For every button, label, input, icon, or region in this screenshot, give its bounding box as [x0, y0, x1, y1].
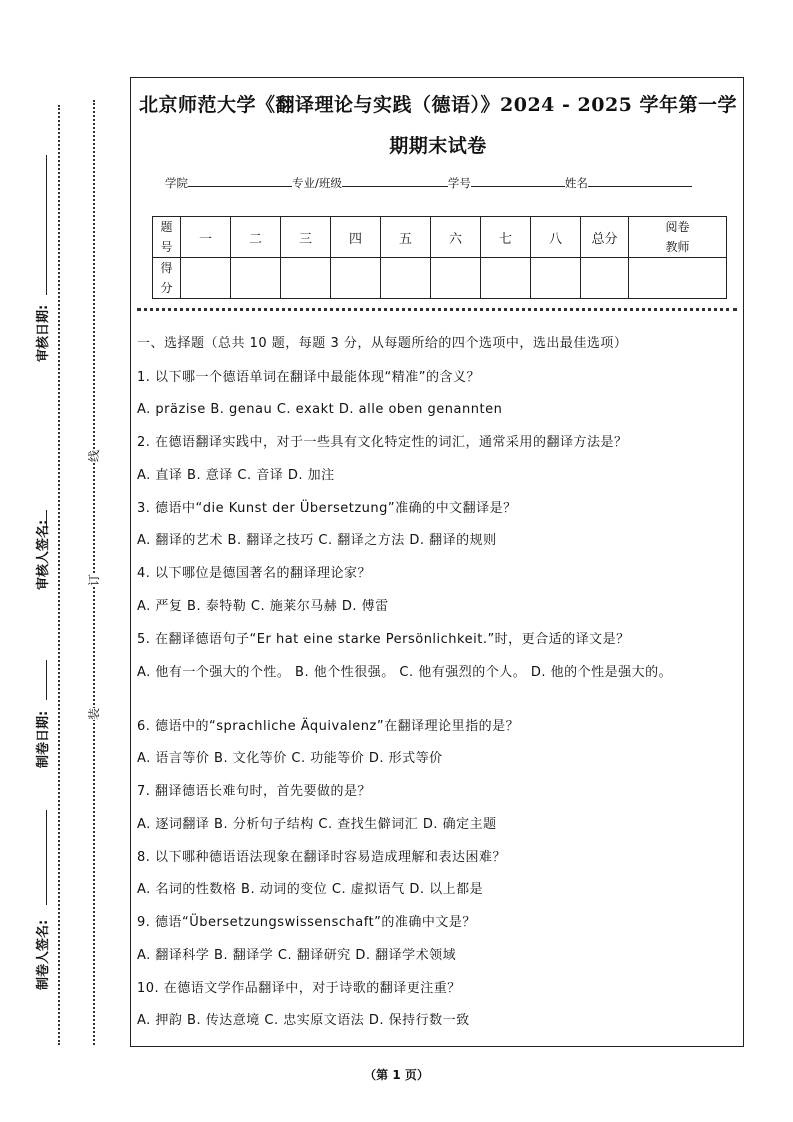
options-3: A. 翻译的艺术 B. 翻译之技巧 C. 翻译之方法 D. 翻译的规则: [137, 533, 497, 548]
score-cell-1[interactable]: [181, 258, 231, 299]
options-1: A. präzise B. genau C. exakt D. alle oben genannten: [137, 402, 503, 417]
college-field[interactable]: [188, 174, 292, 187]
bind-char: 装: [87, 707, 102, 721]
score-cell-6[interactable]: [431, 258, 481, 299]
options-6: A. 语言等价 B. 文化等价 C. 功能等价 D. 形式等价: [137, 751, 443, 766]
binding-dotted-line-right: [93, 100, 95, 1045]
options-9: A. 翻译科学 B. 翻译学 C. 翻译研究 D. 翻译学术领域: [137, 948, 457, 963]
reviewer-top: 阅卷: [665, 220, 690, 234]
reviewer-sign-label: 审核人签名:: [36, 519, 51, 590]
options-2: A. 直译 B. 意译 C. 音译 D. 加注: [137, 468, 335, 483]
score-table-score-row: [153, 258, 727, 299]
score-top-char: 得: [160, 261, 173, 275]
score-cell-7[interactable]: [481, 258, 531, 299]
col-3: 三: [281, 217, 331, 258]
question-1: 1. 以下哪一个德语单词在翻译中最能体现“精准”的含义？: [137, 370, 481, 385]
question-6: 6. 德语中的“sprachliche Äquivalenz”在翻译理论里指的是？: [137, 719, 520, 734]
score-cell-total[interactable]: [581, 258, 629, 299]
score-row-label: [153, 258, 181, 299]
exam-title-line1: 北京师范大学《翻译理论与实践（德语）》2024 - 2025 学年第一学: [139, 94, 737, 116]
question-5: 5. 在翻译德语句子“Er hat eine starke Persönlichkeit.”时，更合适的译文是？: [137, 632, 630, 647]
col-5: 五: [381, 217, 431, 258]
col-8: 八: [531, 217, 581, 258]
exam-title-line2: 期期末试卷: [389, 135, 487, 157]
binding-margin: [0, 0, 130, 1122]
order-char: 订: [87, 573, 102, 587]
page-footer: （第 1 页）: [364, 1068, 429, 1082]
score-cell-2[interactable]: [231, 258, 281, 299]
question-9: 9. 德语“Übersetzungswissenschaft”的准确中文是？: [137, 915, 476, 930]
score-table-header-row: [153, 217, 727, 258]
binding-dotted-line-left: [58, 105, 60, 1045]
score-cell-reviewer[interactable]: [629, 258, 727, 299]
score-cell-4[interactable]: [331, 258, 381, 299]
score-cell-3[interactable]: [281, 258, 331, 299]
reviewer-date-label: 审核日期:: [36, 304, 51, 362]
section-title: 一、选择题（总共 10 题，每题 3 分，从每题所给的四个选项中，选出最佳选项）: [137, 336, 628, 351]
col-6: 六: [431, 217, 481, 258]
student-info-row: [165, 174, 692, 191]
question-8: 8. 以下哪种德语语法现象在翻译时容易造成理解和表达困难？: [137, 850, 507, 865]
question-4: 4. 以下哪位是德国著名的翻译理论家？: [137, 566, 372, 581]
score-cell-8[interactable]: [531, 258, 581, 299]
col-2: 二: [231, 217, 281, 258]
header-top-char: 题: [160, 220, 173, 234]
maker-date-label: 制卷日期:: [36, 710, 51, 768]
col-4: 四: [331, 217, 381, 258]
major-class-field[interactable]: [342, 174, 448, 187]
college-label: 学院: [165, 176, 188, 190]
question-10: 10. 在德语文学作品翻译中，对于诗歌的翻译更注重？: [137, 981, 461, 996]
line-char: 线: [87, 449, 102, 463]
col-total: 总分: [581, 217, 629, 258]
score-table: [152, 216, 727, 299]
question-2: 2. 在德语翻译实践中，对于一些具有文化特定性的词汇，通常采用的翻译方法是？: [137, 435, 628, 450]
student-id-field[interactable]: [471, 174, 565, 187]
col-7: 七: [481, 217, 531, 258]
col-1: 一: [181, 217, 231, 258]
score-bottom-char: 分: [160, 281, 173, 295]
question-3: 3. 德语中“die Kunst der Übersetzung”准确的中文翻译是？: [137, 501, 517, 516]
maker-sign-label: 制卷人签名:: [36, 919, 51, 990]
options-5: A. 他有一个强大的个性。 B. 他个性很强。 C. 他有强烈的个人。 D. 他的个性是强大的。: [137, 665, 673, 680]
question-7: 7. 翻译德语长难句时，首先要做的是？: [137, 784, 372, 799]
options-8: A. 名词的性数格 B. 动词的变位 C. 虚拟语气 D. 以上都是: [137, 882, 484, 897]
options-10: A. 押韵 B. 传达意境 C. 忠实原文语法 D. 保持行数一致: [137, 1013, 470, 1028]
reviewer-bottom: 教师: [665, 240, 690, 254]
col-reviewer: [629, 217, 727, 258]
student-id-label: 学号: [447, 176, 471, 190]
name-field[interactable]: [588, 174, 692, 187]
major-class-label: 专业/班级: [292, 176, 342, 190]
options-4: A. 严复 B. 泰特勒 C. 施莱尔马赫 D. 傅雷: [137, 599, 389, 614]
header-bottom-char: 号: [160, 240, 173, 254]
header-question-number: [153, 217, 181, 258]
exam-frame: [130, 77, 744, 1047]
options-7: A. 逐词翻译 B. 分析句子结构 C. 查找生僻词汇 D. 确定主题: [137, 817, 497, 832]
name-label: 姓名: [564, 176, 588, 190]
section-separator: [137, 308, 737, 311]
score-cell-5[interactable]: [381, 258, 431, 299]
